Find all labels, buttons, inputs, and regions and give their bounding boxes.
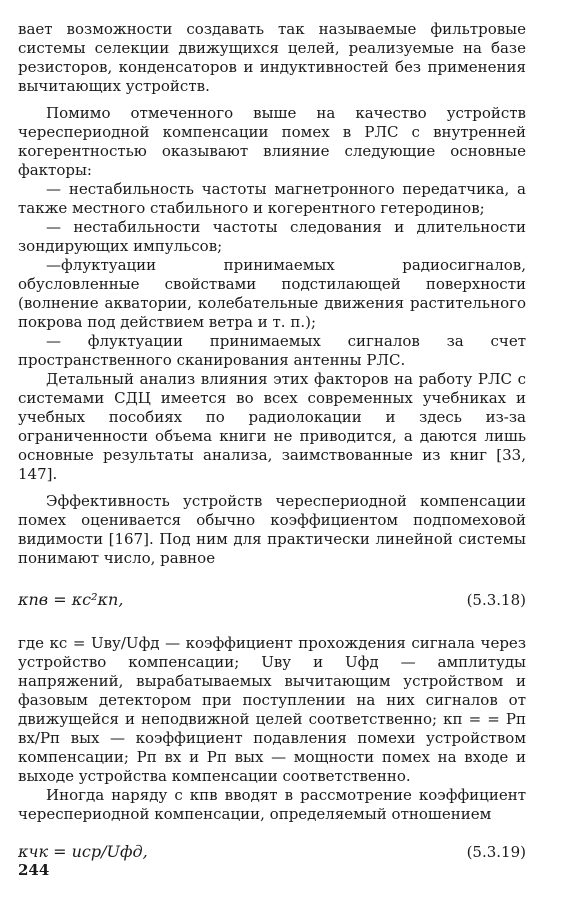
formula-expression: κчк = uср/Uфд, [18, 842, 148, 861]
paragraph-8: Эффективность устройств череспериодной компенсации помех оценивается обычно коэффициентом подпомеховой видимости [167]. Под ним для практически линейной системы понимают число, равное [18, 492, 526, 567]
paragraph-1: вает возможности создавать так называемые фильтровые системы селекции движущихся целей, реализуемые на базе резисторов, конденсаторов и индуктивностей без применения вычитающих устройств. [18, 20, 526, 95]
paragraph-9: где κс = Uву/Uфд — коэффициент прохождения сигнала через устройство компенсации; Uву и Uфд — амплитуды напряжений, вырабатываемых вычитающим устройством и фазовым детектором при поступлении на них сигналов от движущейся и неподвижной целей соответственно; κп = = Pп вх/Pп вых — коэффициент подавления помехи устройством компенсации; Pп вх и Pп вых — мощности помех на входе и выходе устройства компенсации соответственно. [18, 634, 526, 785]
formula-expression: κпв = κс²κп, [18, 590, 124, 609]
page-body [18, 20, 526, 862]
formula-5-3-19 [18, 842, 526, 862]
spacer [18, 568, 526, 590]
paragraph-4: — нестабильности частоты следования и длительности зондирующих импульсов; [18, 218, 526, 255]
paragraph-5: —флуктуации принимаемых радиосигналов, обусловленные свойствами подстилающей поверхности (волнение акватории, колебательные движения растительного покрова под действием ветра и т. п.); [18, 256, 526, 331]
paragraph-2: Помимо отмеченного выше на качество устройств череспериодной компенсации помех в РЛС с внутренней когерентностью оказывают влияние следующие основные факторы: [18, 104, 526, 179]
spacer [18, 610, 526, 634]
page-number: 244 [18, 861, 50, 879]
formula-number: (5.3.18) [466, 591, 526, 609]
spacer [18, 96, 526, 104]
paragraph-3: — нестабильность частоты магнетронного передатчика, а также местного стабильного и когерентного гетеродинов; [18, 180, 526, 217]
spacer [18, 484, 526, 492]
spacer [18, 824, 526, 842]
paragraph-10: Иногда наряду с κпв вводят в рассмотрение коэффициент череспериодной компенсации, определяемый отношением [18, 786, 526, 823]
paragraph-6: — флуктуации принимаемых сигналов за счет пространственного сканирования антенны РЛС. [18, 332, 526, 369]
formula-5-3-18 [18, 590, 526, 610]
paragraph-7: Детальный анализ влияния этих факторов на работу РЛС с системами СДЦ имеется во всех современных учебниках и учебных пособиях по радиолокации и здесь из-за ограниченности объема книги не приводится, а даются лишь основные результаты анализа, заимствованные из книг [33, 147]. [18, 370, 526, 483]
formula-number: (5.3.19) [466, 843, 526, 861]
